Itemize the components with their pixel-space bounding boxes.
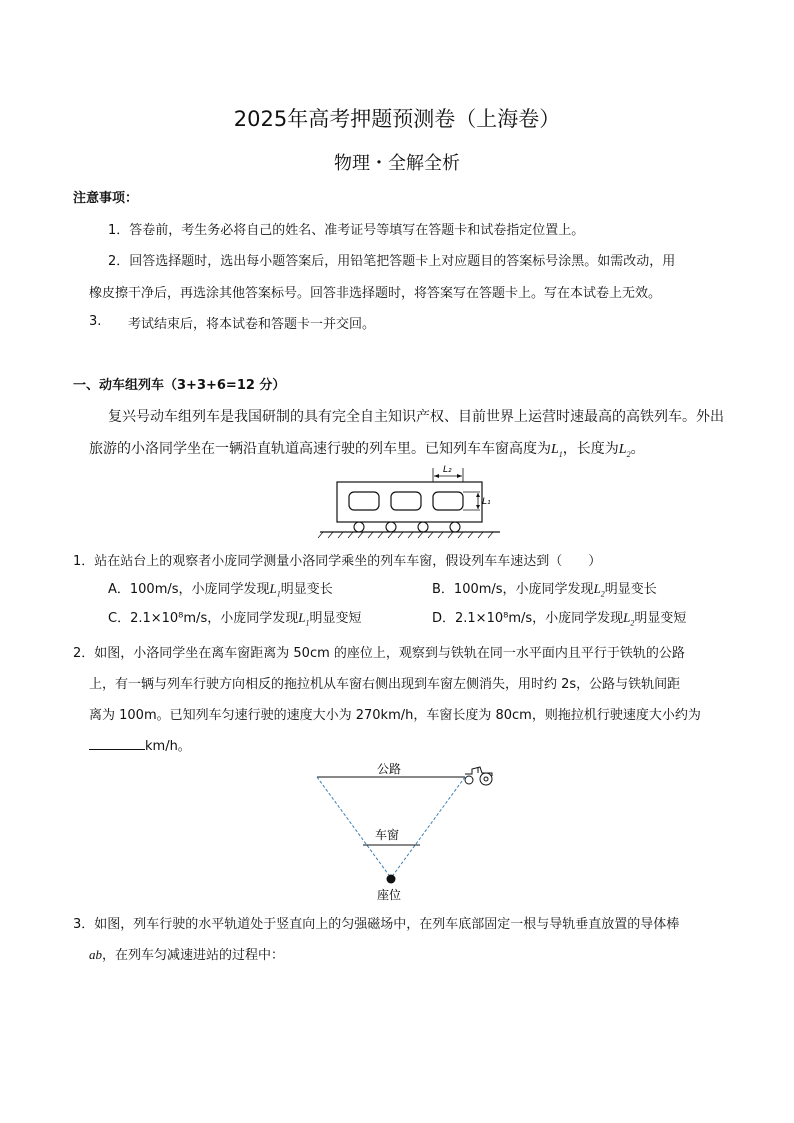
var-ab: ab	[89, 947, 102, 962]
notes-item-1: 1．答卷前，考生务必将自己的姓名、准考证号等填写在答题卡和试卷指定位置上。	[108, 223, 585, 238]
window-label: 车窗	[375, 828, 400, 842]
q1-option-a: A．100m/s，小庞同学发现$L_1$明显变长	[108, 581, 333, 599]
q2-line-4	[89, 735, 191, 754]
road-window-seat-figure	[300, 758, 510, 903]
wheel-4	[450, 522, 460, 532]
q2-line-1: 2．如图，小洛同学坐在离车窗距离为 50cm 的座位上，观察到与铁轨在同一水平面内且平行于铁轨的公路	[73, 646, 685, 661]
train-window-figure	[315, 462, 505, 540]
q3-line-2: ab，在列车匀减速进站的过程中：	[89, 947, 285, 963]
label-L2: L₂	[443, 465, 452, 475]
tractor-icon	[465, 767, 492, 785]
train-window-2	[391, 492, 421, 510]
train-window-3	[433, 492, 463, 510]
notes-item-2-line-2: 橡皮擦干净后，再选涂其他答案标号。回答非选择题时，将答案写在答题卡上。写在本试卷上无效。	[89, 286, 662, 301]
q2-line-2: 上，有一辆与列车行驶方向相反的拖拉机从车窗右侧出现到车窗左侧消失，用时约 2s，公路与铁轨间距	[89, 677, 681, 692]
q1-option-c: C．2.1×10⁸m/s，小庞同学发现$L_1$明显变短	[108, 610, 362, 628]
q2-unit: km/h。	[145, 739, 191, 754]
notes-item-3-text: 考试结束后，将本试卷和答题卡一并交回。	[128, 317, 376, 332]
seat-dot	[387, 875, 396, 884]
intro-text-c: 。	[630, 441, 645, 457]
notes-item-3-number: 3.	[89, 314, 102, 329]
wheel-2	[386, 522, 396, 532]
q1-option-b: B．100m/s，小庞同学发现$L_2$明显变长	[432, 581, 657, 599]
section-intro-line-1: 复兴号动车组列车是我国研制的具有完全自主知识产权、目前世界上运营时速最高的高铁列车。外出	[108, 409, 724, 425]
q3-line-1: 3．如图，列车行驶的水平轨道处于竖直向上的匀强磁场中，在列车底部固定一根与导轨垂直放置的导体棒	[73, 917, 680, 932]
page-subtitle: 物理・全解全析	[334, 153, 460, 174]
sight-line-right	[391, 777, 465, 878]
answer-blank[interactable]	[89, 737, 145, 750]
wheel-3	[418, 522, 428, 532]
section-heading: 一、动车组列车（3+3+6=12 分）	[73, 378, 286, 393]
road-label: 公路	[377, 762, 402, 776]
q1-stem: 1．站在站台上的观察者小庞同学测量小洛同学乘坐的列车车窗，假设列车车速达到（ ）	[73, 554, 602, 569]
wheel-1	[354, 522, 364, 532]
intro-text-b: ，长度为	[562, 441, 619, 457]
train-window-1	[349, 492, 379, 510]
var-L2: $L_2$	[618, 442, 631, 459]
seat-label: 座位	[377, 888, 402, 902]
q1-option-d: D．2.1×10⁸m/s，小庞同学发现$L_2$明显变短	[432, 610, 687, 628]
train-body	[337, 482, 482, 522]
var-L1: $L_1$	[551, 442, 563, 459]
intro-text-a: 旅游的小洛同学坐在一辆沿直轨道高速行驶的列车里。已知列车车窗高度为	[89, 441, 551, 457]
notes-item-2-line-1: 2．回答选择题时，选出每小题答案后，用铅笔把答题卡上对应题目的答案标号涂黑。如需改动，用	[108, 254, 676, 269]
label-L1: L₁	[482, 497, 491, 507]
section-intro-line-2	[89, 438, 645, 459]
q2-line-3: 离为 100m。已知列车匀速行驶的速度大小为 270km/h，车窗长度为 80cm，则拖拉机行驶速度大小约为	[89, 708, 701, 723]
notes-heading: 注意事项：	[73, 191, 139, 206]
page-title: 2025年高考押题预测卷（上海卷）	[233, 107, 561, 131]
